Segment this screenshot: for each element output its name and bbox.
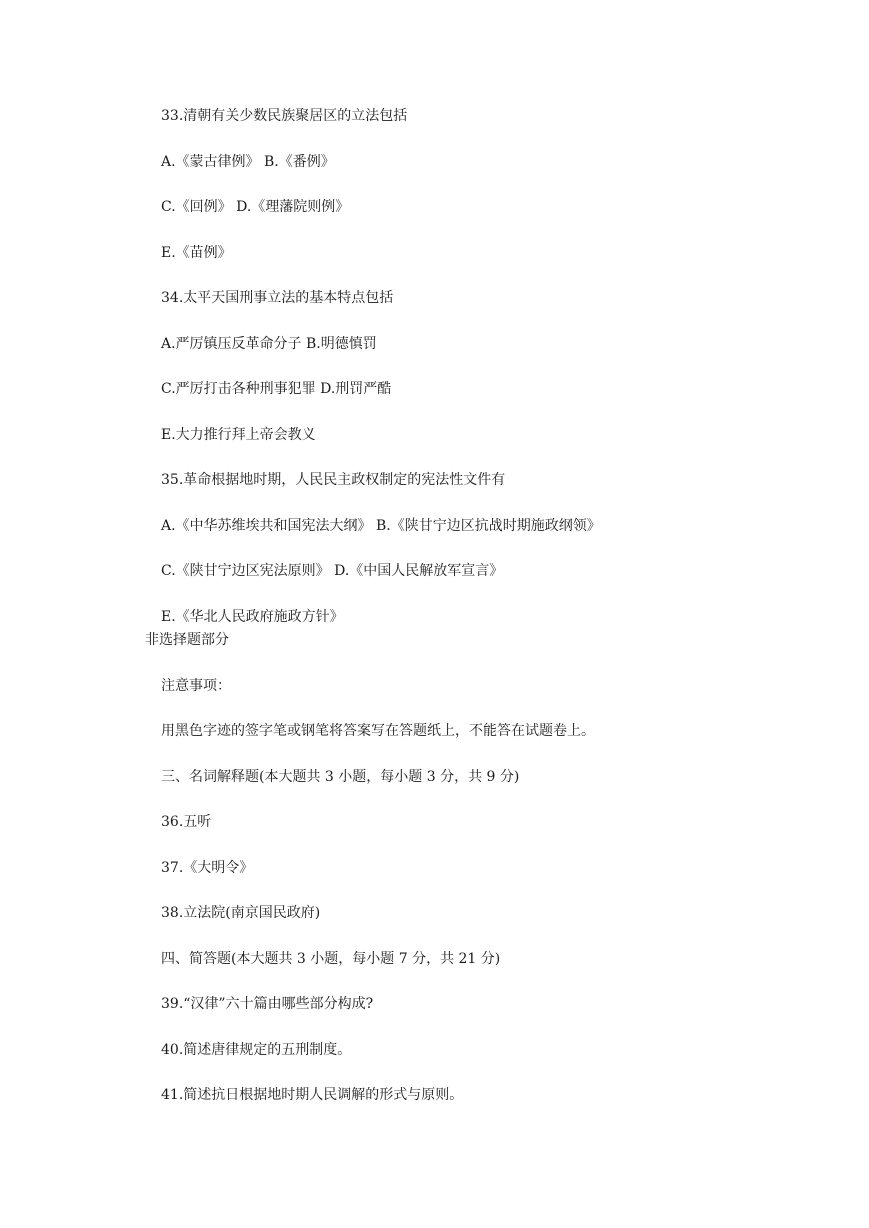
q33-options-ab: A.《蒙古律例》 B.《番例》: [161, 154, 335, 170]
q33-options-cd: C.《回例》 D.《理藩院则例》: [161, 199, 350, 215]
q35-option-e: E.《华北人民政府施政方针》: [161, 609, 344, 625]
q37: 37.《大明令》: [161, 860, 254, 876]
notice-heading: 注意事项：: [161, 678, 231, 694]
q35-options-cd: C.《陕甘宁边区宪法原则》 D.《中国人民解放军宣言》: [161, 563, 504, 579]
q34-option-e: E.大力推行拜上帝会教义: [161, 427, 316, 443]
q35-stem: 35.革命根据地时期，人民民主政权制定的宪法性文件有: [161, 472, 506, 488]
q39: 39.“汉律”六十篇由哪些部分构成?: [161, 996, 374, 1012]
section-heading-non-choice: 非选择题部分: [145, 632, 229, 648]
q34-stem: 34.太平天国刑事立法的基本特点包括: [161, 290, 394, 306]
section-three-heading: 三、名词解释题(本大题共 3 小题，每小题 3 分，共 9 分): [161, 769, 520, 785]
q41: 41.简述抗日根据地时期人民调解的形式与原则。: [161, 1087, 464, 1103]
q36: 36.五听: [161, 814, 212, 830]
q33-stem: 33.清朝有关少数民族聚居区的立法包括: [161, 108, 408, 124]
notice-text: 用黑色字迹的签字笔或钢笔将答案写在答题纸上，不能答在试题卷上。: [161, 723, 595, 739]
q40: 40.简述唐律规定的五刑制度。: [161, 1042, 352, 1058]
q38: 38.立法院(南京国民政府): [161, 905, 321, 921]
q34-options-cd: C.严厉打击各种刑事犯罪 D.刑罚严酷: [161, 381, 392, 397]
q35-options-ab: A.《中华苏维埃共和国宪法大纲》 B.《陕甘宁边区抗战时期施政纲领》: [161, 518, 601, 534]
q33-option-e: E.《苗例》: [161, 245, 232, 261]
q34-options-ab: A.严厉镇压反革命分子 B.明德慎罚: [161, 336, 377, 352]
section-four-heading: 四、简答题(本大题共 3 小题，每小题 7 分，共 21 分): [161, 951, 501, 967]
